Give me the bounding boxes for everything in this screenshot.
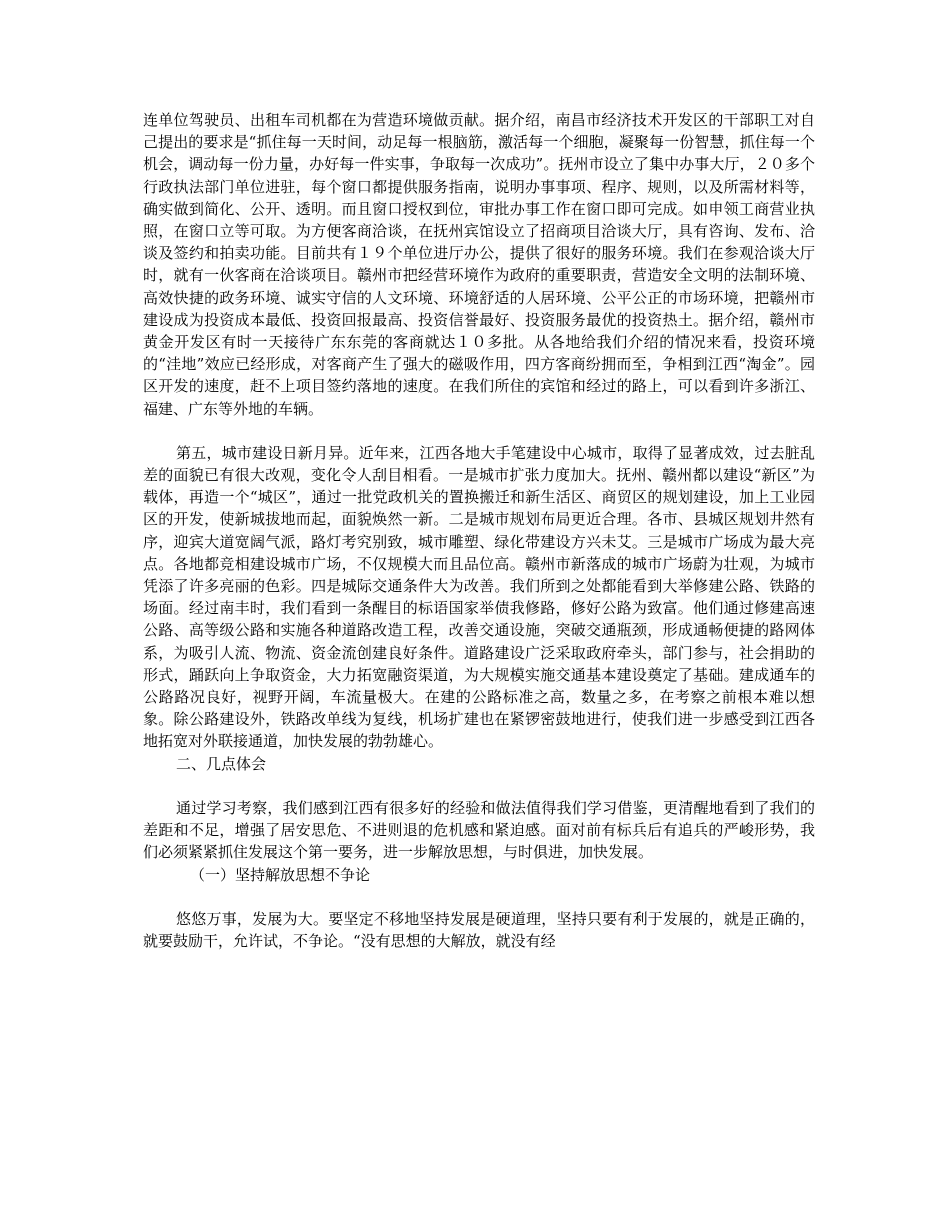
paragraph-environment: 连单位驾驶员、出租车司机都在为营造环境做贡献。据介绍，南昌市经济技术开发区的干部职工对自己提出的要求是“抓住每一天时间，动足每一根脑筋，激活每一个细胞，凝聚每一份智慧，抓住每一个机会，调动每一份力量，办好每一件实事，争取每一次成功”。抚州市设立了集中办事大厅，２０多个行政执法部门单位进驻，每个窗口都提供服务指南，说明办事事项、程序、规则，以及所需材料等，确实做到简化、公开、透明。而且窗口授权到位，审批办事工作在窗口即可完成。如申领工商营业执照，在窗口立等可取。为方便客商洽谈，在抚州宾馆设立了招商项目洽谈大厅，具有咨询、发布、洽谈及签约和拍卖功能。目前共有１９个单位进厅办公，提供了很好的服务环境。我们在参观洽谈大厅时，就有一伙客商在洽谈项目。赣州市把经营环境作为政府的重要职责，营造安全文明的法制环境、高效快捷的政务环境、诚实守信的人文环境、环境舒适的人居环境、公平公正的市场环境，把赣州市建设成为投资成本最低、投资回报最高、投资信誉最好、投资服务最优的投资热土。据介绍，赣州市黄金开发区有时一天接待广东东莞的客商就达１０多批。从各地给我们介绍的情况来看，投资环境的“洼地”效应已经形成，对客商产生了强大的磁吸作用，四方客商纷拥而至，争相到江西“淘金”。园区开发的速度，赶不上项目签约落地的速度。在我们所住的宾馆和经过的路上，可以看到许多浙江、福建、广东等外地的车辆。: [143, 111, 815, 418]
paragraph-development: 悠悠万事，发展为大。要坚定不移地坚持发展是硬道理，坚持只要有利于发展的，就是正确的，就要鼓励干，允许试，不争论。“没有思想的大解放，就没有经: [143, 909, 815, 950]
section-heading: 二、几点体会: [176, 754, 267, 773]
subsection-heading: （一）坚持解放思想不争论: [190, 865, 371, 884]
paragraph-reflections: 通过学习考察，我们感到江西有很多好的经验和做法值得我们学习借鉴，更清醒地看到了我们的差距和不足，增强了居安思危、不进则退的危机感和紧迫感。面对前有标兵后有追兵的严峻形势，我们必须紧紧抓住发展这个第一要务，进一步解放思想，与时俱进，加快发展。: [143, 798, 815, 862]
paragraph-urban-construction: 第五，城市建设日新月异。近年来，江西各地大手笔建设中心城市，取得了显著成效，过去脏乱差的面貌已有很大改观，变化令人刮目相看。一是城市扩张力度加大。抚州、赣州都以建设“新区”为载体，再造一个“城区”，通过一批党政机关的置换搬迁和新生活区、商贸区的规划建设，加上工业园区的开发，使新城拔地而起，面貌焕然一新。二是城市规划布局更近合理。各市、县城区规划井然有序，迎宾大道宽阔气派，路灯考究别致，城市雕塑、绿化带建设方兴未艾。三是城市广场成为最大亮点。各地都竞相建设城市广场，不仅规模大而且品位高。赣州市新落成的城市广场蔚为壮观，为城市凭添了许多亮丽的色彩。四是城际交通条件大为改善。我们所到之处都能看到大举修建公路、铁路的场面。经过南丰时，我们看到一条醒目的标语国家举债我修路，修好公路为致富。他们通过修建高速公路、高等级公路和实施各种道路改造工程，改善交通设施，突破交通瓶颈，形成通畅便捷的路网体系，为吸引人流、物流、资金流创建良好条件。道路建设广泛采取政府牵头，部门参与，社会捐助的形式，踊跃向上争取资金，大力拓宽融资渠道，为大规模实施交通基本建设奠定了基础。建成通车的公路路况良好，视野开阔，车流量极大。在建的公路标准之高，数量之多，在考察之前根本难以想象。除公路建设外，铁路改单线为复线，机场扩建也在紧锣密鼓地进行，使我们进一步感受到江西各地拓宽对外联接通道，加快发展的勃勃雄心。: [143, 443, 815, 751]
document-page: [143, 109, 815, 952]
